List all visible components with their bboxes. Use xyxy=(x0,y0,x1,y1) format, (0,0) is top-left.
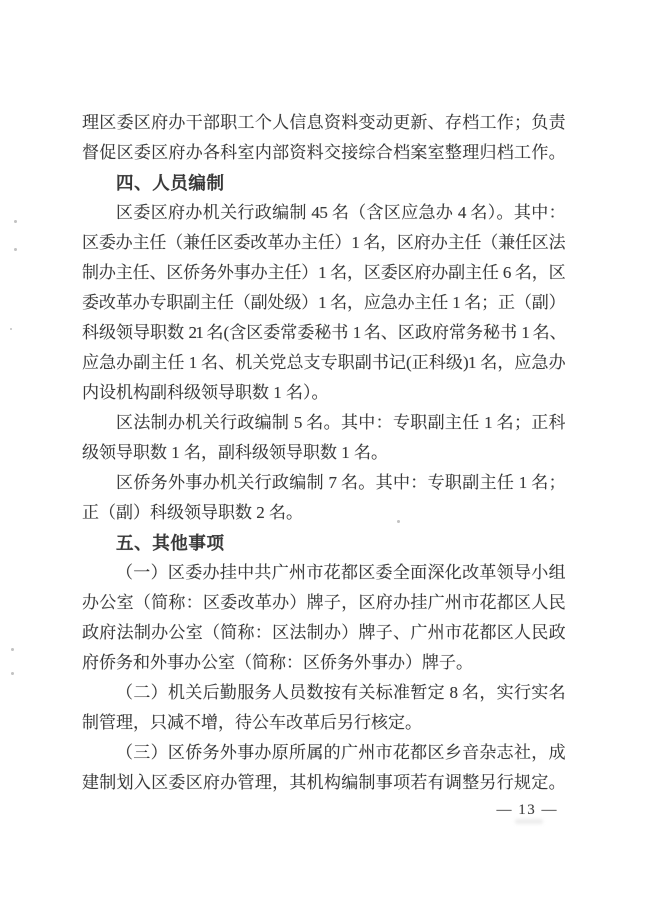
document-line: 督促区委区府办各科室内部资料交接综合档案室整理归档工作。 xyxy=(82,143,565,162)
document-line: （二）机关后勤服务人员数按有关标准暂定 8 名，实行实名 xyxy=(116,683,565,702)
scan-speck xyxy=(10,328,12,330)
document-line: 级领导职数 1 名，副科级领导职数 1 名。 xyxy=(82,443,388,462)
document-line: 办公室（简称：区委改革办）牌子，区府办挂广州市花都区人民 xyxy=(82,593,565,612)
document-line: 制管理，只减不增，待公车改革后另行核定。 xyxy=(82,713,422,732)
document-line: 区委办主任（兼任区委改革办主任）1 名，区府办主任（兼任区法 xyxy=(82,233,565,252)
scan-speck xyxy=(11,672,14,675)
document-line: （一）区委办挂中共广州市花都区委全面深化改革领导小组 xyxy=(116,563,565,582)
scan-speck xyxy=(14,220,17,223)
document-line: 内设机构副科级领导职数 1 名）。 xyxy=(82,383,329,402)
document-line: 区法制办机关行政编制 5 名。其中：专职副主任 1 名；正科 xyxy=(116,413,565,432)
document-line: 政府法制办公室（简称：区法制办）牌子、广州市花都区人民政 xyxy=(82,623,565,642)
scan-speck xyxy=(397,520,400,523)
document-line: （三）区侨务外事办原所属的广州市花都区乡音杂志社，成 xyxy=(116,743,565,762)
document-line: 府侨务和外事办公室（简称：区侨务外事办）牌子。 xyxy=(82,653,473,672)
document-line: 理区委区府办干部职工个人信息资料变动更新、存档工作；负责 xyxy=(82,113,565,132)
scan-speck xyxy=(11,648,14,651)
document-line: 应急办副主任 1 名、机关党总支专职副书记(正科级)1 名，应急办 xyxy=(82,353,565,372)
section-heading-5: 五、其他事项 xyxy=(116,533,225,553)
document-line: 建制划入区委区府办管理，其机构编制事项若有调整另行规定。 xyxy=(82,773,565,792)
document-line: 区委区府办机关行政编制 45 名（含区应急办 4 名）。其中： xyxy=(116,203,565,222)
document-line: 委改革办专职副主任（副处级）1 名，应急办主任 1 名；正（副） xyxy=(82,293,565,312)
document-line: 制办主任、区侨务外事办主任）1 名，区委区府办副主任 6 名，区 xyxy=(82,263,565,282)
document-line: 正（副）科级领导职数 2 名。 xyxy=(82,503,303,522)
document-line: 科级领导职数 21 名(含区委常委秘书 1 名、区政府常务秘书 1 名、 xyxy=(82,323,565,342)
document-line: 区侨务外事办机关行政编制 7 名。其中：专职副主任 1 名； xyxy=(116,473,565,492)
scan-smudge xyxy=(515,819,543,824)
scan-speck xyxy=(14,248,17,251)
document-text-block xyxy=(82,108,565,798)
section-heading-4: 四、人员编制 xyxy=(116,173,225,193)
page-number: — 13 — xyxy=(496,802,558,818)
